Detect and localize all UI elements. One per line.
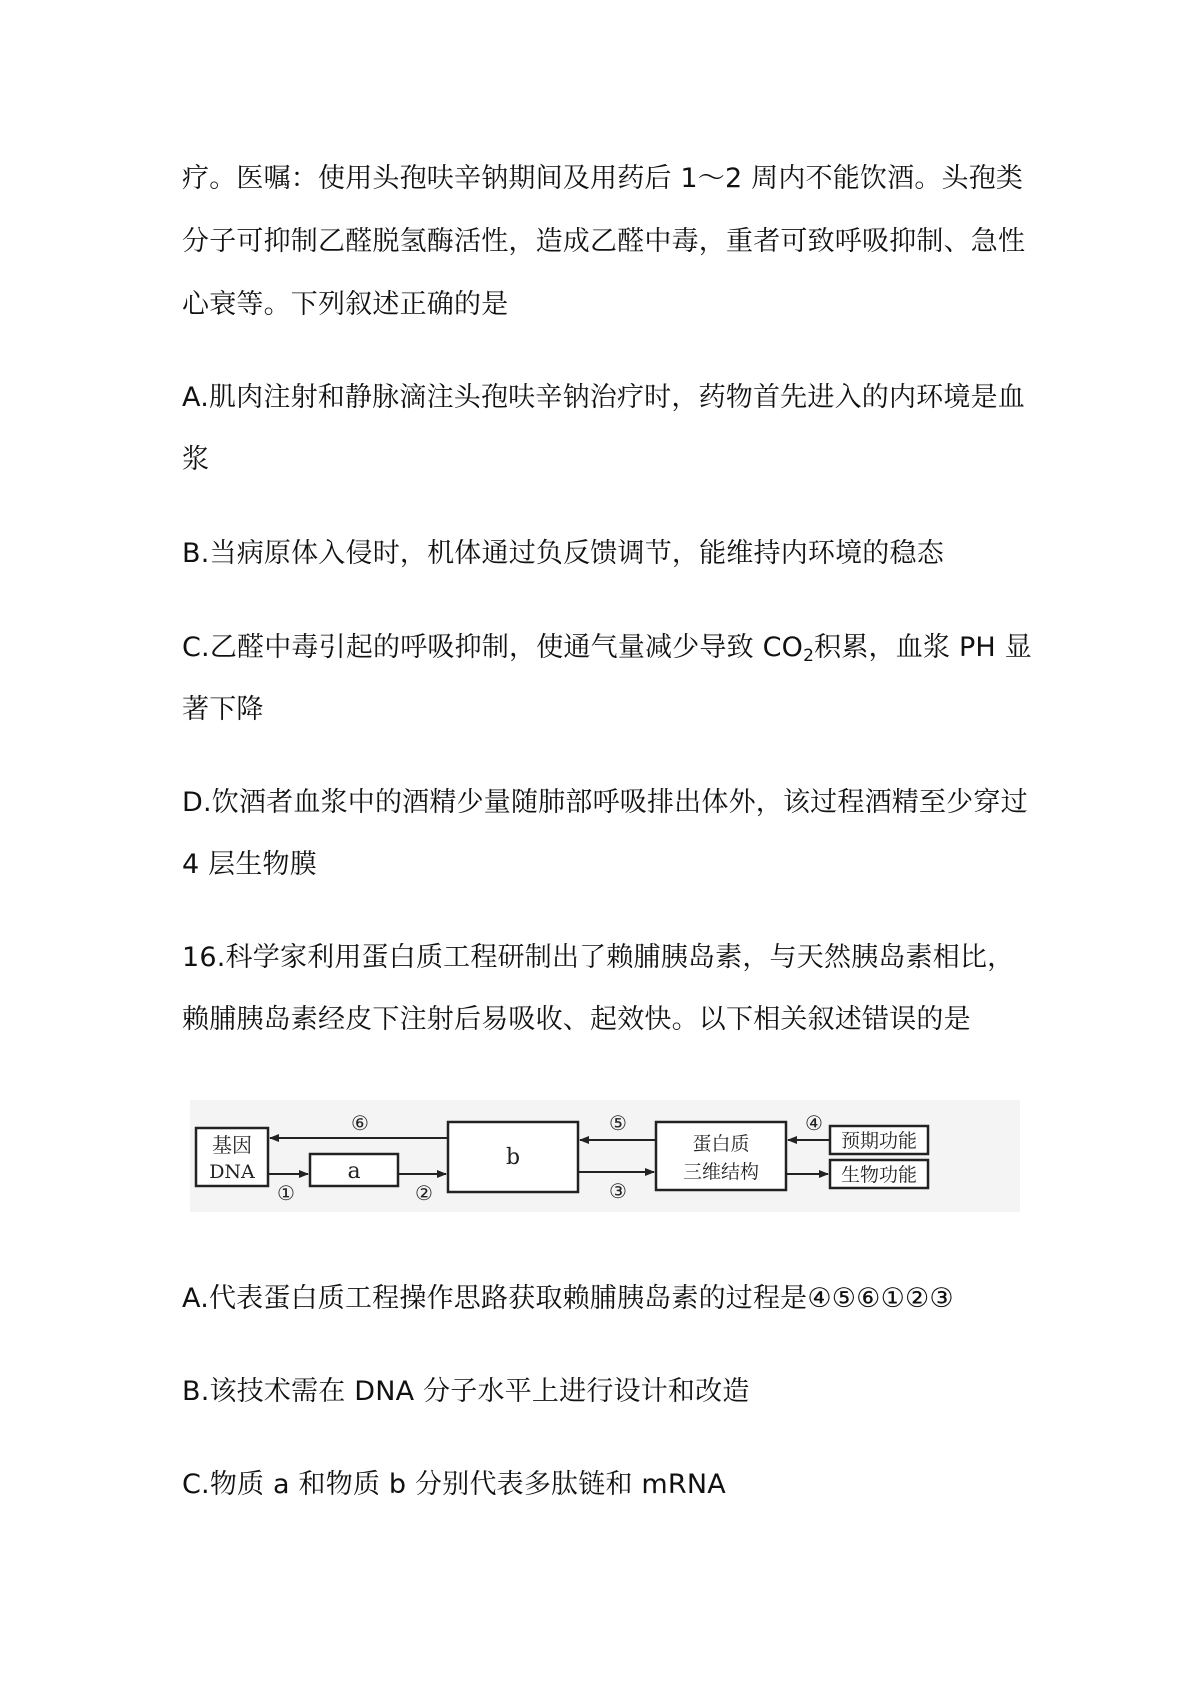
- q16-option-c: C.物质 a 和物质 b 分别代表多肽链和 mRNA: [182, 1469, 726, 1500]
- q16-option-b: B.该技术需在 DNA 分子水平上进行设计和改造: [182, 1376, 750, 1407]
- intro-line-3: 心衰等。下列叙述正确的是: [182, 289, 509, 320]
- protein-engineering-diagram: [190, 1100, 1020, 1212]
- diagram-svg: [190, 1100, 1020, 1212]
- box-b-label: b: [505, 1145, 521, 1170]
- q15-option-b: B.当病原体入侵时，机体通过负反馈调节，能维持内环境的稳态: [182, 538, 944, 569]
- step-1-label: ①: [277, 1181, 295, 1205]
- protein-label: 蛋白质: [692, 1133, 750, 1155]
- dna-label: DNA: [209, 1161, 255, 1183]
- step-6-label: ⑥: [351, 1111, 369, 1135]
- q15-option-d-line-2: 4 层生物膜: [182, 849, 317, 880]
- q15-option-c-text-post: 积累，血浆 PH 显: [814, 632, 1032, 663]
- q16-option-a: A.代表蛋白质工程操作思路获取赖脯胰岛素的过程是④⑤⑥①②③: [182, 1283, 954, 1314]
- intro-line-2: 分子可抑制乙醛脱氢酶活性，造成乙醛中毒，重者可致呼吸抑制、急性: [182, 226, 1026, 257]
- q16-stem-line-2: 赖脯胰岛素经皮下注射后易吸收、起效快。以下相关叙述错误的是: [182, 1004, 971, 1035]
- biological-function-label: 生物功能: [840, 1164, 918, 1186]
- q15-option-c-text-pre: C.乙醛中毒引起的呼吸抑制，使通气量减少导致 CO: [182, 632, 804, 663]
- intro-line-1: 疗。医嘱：使用头孢呋辛钠期间及用药后 1～2 周内不能饮酒。头孢类: [182, 163, 1024, 194]
- step-2-label: ②: [415, 1181, 433, 1205]
- step-5-label: ⑤: [609, 1111, 627, 1135]
- q16-stem-line-1: 16.科学家利用蛋白质工程研制出了赖脯胰岛素，与天然胰岛素相比，: [182, 942, 1015, 973]
- q15-option-c-line-2: 著下降: [182, 694, 264, 725]
- co2-subscript: 2: [803, 646, 815, 666]
- step-4-label: ④: [805, 1111, 823, 1135]
- q15-option-a-line-1: A.肌肉注射和静脉滴注头孢呋辛钠治疗时，药物首先进入的内环境是血: [182, 382, 1025, 413]
- structure-label: 三维结构: [682, 1161, 760, 1183]
- box-a-label: a: [347, 1159, 361, 1184]
- q15-option-a-line-2: 浆: [182, 444, 210, 475]
- q15-option-d-line-1: D.饮酒者血浆中的酒精少量随肺部呼吸排出体外，该过程酒精至少穿过: [182, 787, 1028, 818]
- gene-label: 基因: [212, 1133, 252, 1157]
- expected-function-label: 预期功能: [840, 1130, 918, 1152]
- q15-option-c-line-1: [182, 631, 1032, 665]
- step-3-label: ③: [609, 1179, 627, 1203]
